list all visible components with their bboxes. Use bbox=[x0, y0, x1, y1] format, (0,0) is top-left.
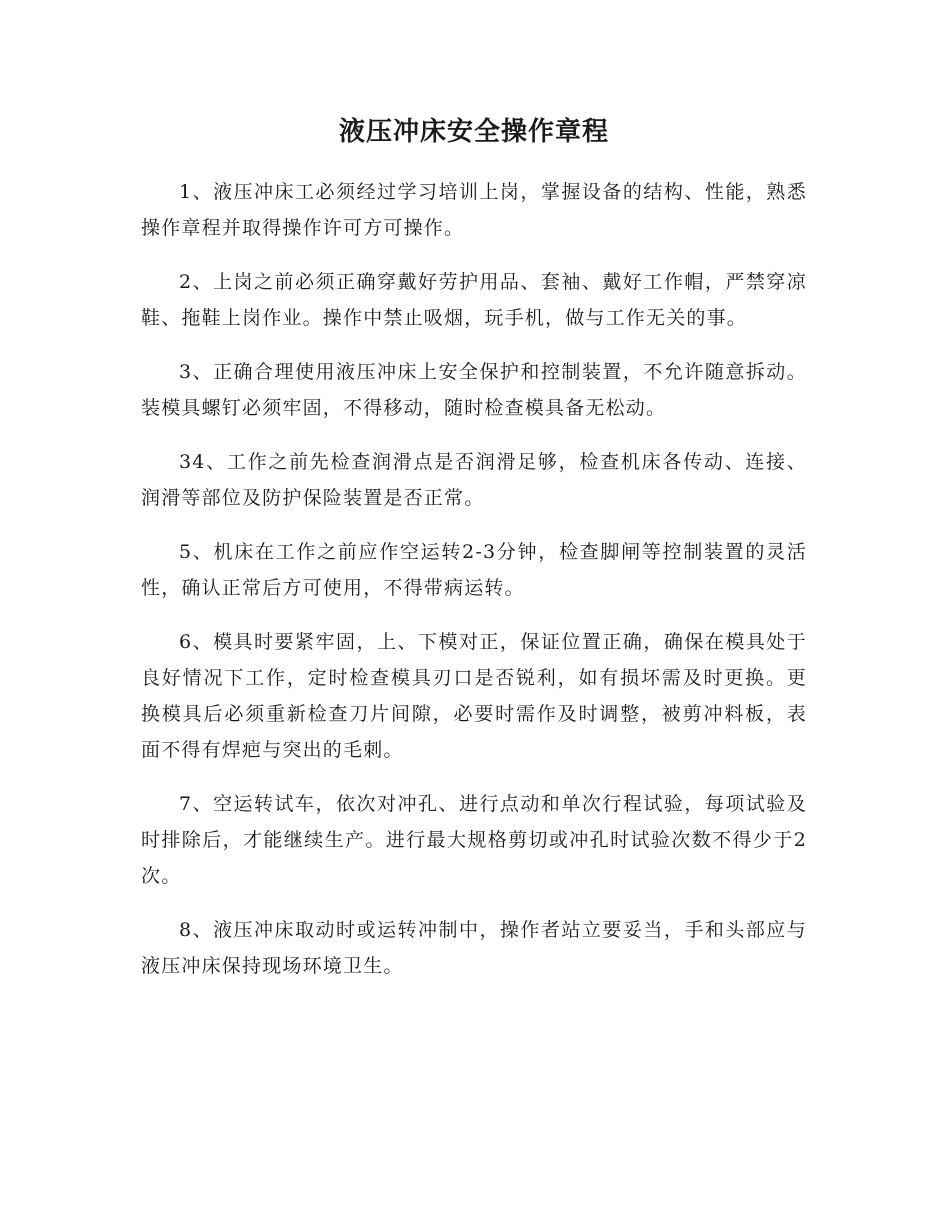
clause-3: 3、正确合理使用液压冲床上安全保护和控制装置，不允许随意拆动。装模具螺钉必须牢固，不得移动，随时检查模具备无松动。 bbox=[141, 361, 807, 419]
clause-1: 1、液压冲床工必须经过学习培训上岗，掌握设备的结构、性能，熟悉操作章程并取得操作许可方可操作。 bbox=[141, 181, 807, 239]
clause-5: 5、机床在工作之前应作空运转2-3分钟，检查脚闸等控制装置的灵活性，确认正常后方可使用，不得带病运转。 bbox=[141, 541, 807, 599]
clause-6: 6、模具时要紧牢固，上、下模对正，保证位置正确，确保在模具处于良好情况下工作，定时检查模具刃口是否锐利，如有损坏需及时更换。更换模具后必须重新检查刀片间隙，必要时需作及时调整，被剪冲料板，表面不得有焊疤与突出的毛刺。 bbox=[141, 631, 807, 761]
clause-2: 2、上岗之前必须正确穿戴好劳护用品、套袖、戴好工作帽，严禁穿凉鞋、拖鞋上岗作业。操作中禁止吸烟，玩手机，做与工作无关的事。 bbox=[141, 271, 807, 329]
clause-4: 34、工作之前先检查润滑点是否润滑足够，检查机床各传动、连接、润滑等部位及防护保险装置是否正常。 bbox=[141, 451, 807, 509]
document-page bbox=[141, 112, 807, 1002]
document-title: 液压冲床安全操作章程 bbox=[338, 117, 609, 147]
clause-7: 7、空运转试车，依次对冲孔、进行点动和单次行程试验，每项试验及时排除后，才能继续生产。进行最大规格剪切或冲孔时试验次数不得少于2次。 bbox=[141, 793, 807, 887]
clause-8: 8、液压冲床取动时或运转冲制中，操作者站立要妥当，手和头部应与液压冲床保持现场环境卫生。 bbox=[141, 919, 807, 977]
